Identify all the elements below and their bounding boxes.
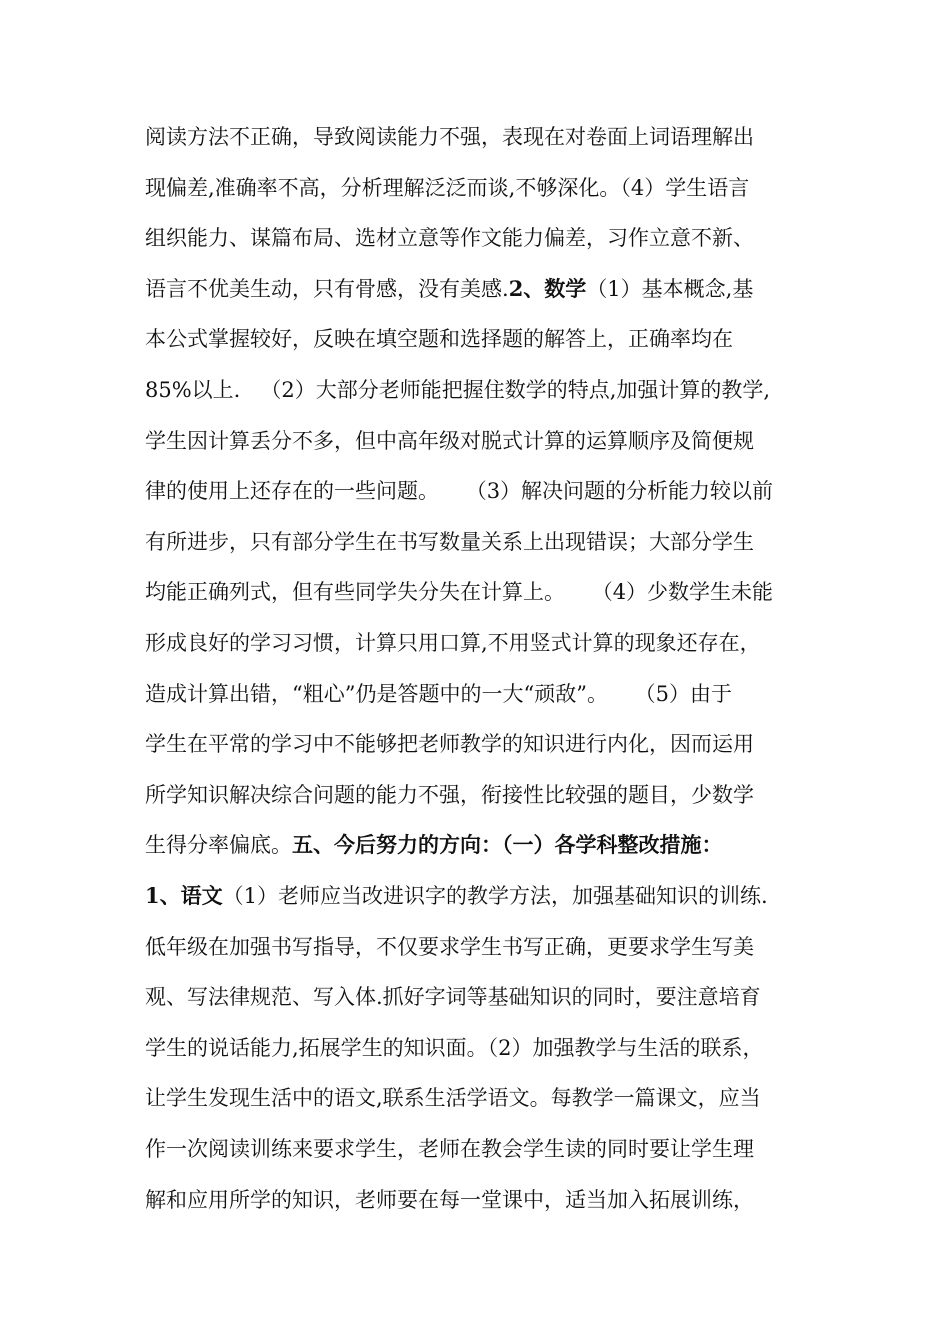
body-text: 所学知识解决综合问题的能力不强，衔接性比较强的题目，少数学 xyxy=(145,783,754,807)
body-text: 均能正确列式，但有些同学失分失在计算上。 （4）少数学生未能 xyxy=(145,580,774,604)
body-text: 学生在平常的学习中不能够把老师教学的知识进行内化，因而运用 xyxy=(145,732,754,756)
text-line xyxy=(145,731,754,757)
text-line xyxy=(145,377,770,403)
text-line xyxy=(145,124,754,150)
body-text: 解和应用所学的知识，老师要在每一堂课中，适当加入拓展训练， xyxy=(145,1188,754,1212)
text-line xyxy=(145,1136,754,1162)
text-line xyxy=(145,832,723,858)
body-text: 造成计算出错，“粗心”仍是答题中的一大“顽敌”。 （5）由于 xyxy=(145,682,733,706)
body-text: （1）老师应当改进识字的教学方法，加强基础知识的训练. xyxy=(222,884,768,908)
body-text: 有所进步，只有部分学生在书写数量关系上出现错误；大部分学生 xyxy=(145,530,754,554)
body-text: 让学生发现生活中的语文,联系生活学语文。每教学一篇课文，应当 xyxy=(145,1086,761,1110)
text-line xyxy=(145,934,754,960)
body-text: 观、写法律规范、写入体.抓好字词等基础知识的同时，要注意培育 xyxy=(145,985,761,1009)
text-line xyxy=(145,428,754,454)
text-line xyxy=(145,681,732,707)
text-line xyxy=(145,883,768,909)
body-text: 85%以上. （2）大部分老师能把握住数学的特点,加强计算的教学, xyxy=(145,378,771,402)
bold-heading-text: 五、今后努力的方向：（一）各学科整改措施： xyxy=(292,832,723,857)
text-line xyxy=(145,478,773,504)
text-line xyxy=(145,782,754,808)
body-text: 组织能力、谋篇布局、选材立意等作文能力偏差，习作立意不新、 xyxy=(145,226,754,250)
body-text: （1）基本概念,基 xyxy=(586,277,754,301)
body-text: 生得分率偏底。 xyxy=(145,833,292,857)
text-line xyxy=(145,276,753,302)
body-text: 律的使用上还存在的一些问题。 （3）解决问题的分析能力较以前 xyxy=(145,479,774,503)
text-line xyxy=(145,1187,754,1213)
text-line xyxy=(145,175,749,201)
body-text: 作一次阅读训练来要求学生，老师在教会学生读的同时要让学生理 xyxy=(145,1137,754,1161)
body-text: 阅读方法不正确，导致阅读能力不强，表现在对卷面上词语理解出 xyxy=(145,125,754,149)
body-text: 学生的说话能力,拓展学生的知识面。（2）加强教学与生活的联系， xyxy=(145,1036,764,1060)
body-text: 形成良好的学习习惯，计算只用口算,不用竖式计算的现象还存在， xyxy=(145,631,761,655)
text-line xyxy=(145,529,754,555)
text-line xyxy=(145,630,761,656)
text-line xyxy=(145,225,754,251)
bold-heading-text: 1、语文 xyxy=(145,883,223,908)
body-text: 低年级在加强书写指导，不仅要求学生书写正确，更要求学生写美 xyxy=(145,935,754,959)
text-line xyxy=(145,326,733,352)
body-text: 学生因计算丢分不多，但中高年级对脱式计算的运算顺序及简便规 xyxy=(145,429,754,453)
text-line xyxy=(145,984,761,1010)
body-text: 语言不优美生动，只有骨感，没有美感. xyxy=(145,277,509,301)
body-text: 现偏差,准确率不高，分析理解泛泛而谈,不够深化。（4）学生语言 xyxy=(145,176,750,200)
text-line xyxy=(145,579,773,605)
text-line xyxy=(145,1085,761,1111)
body-text: 本公式掌握较好，反映在填空题和选择题的解答上，正确率均在 xyxy=(145,327,733,351)
text-line xyxy=(145,1035,764,1061)
bold-heading-text: 2、数学 xyxy=(508,276,587,301)
